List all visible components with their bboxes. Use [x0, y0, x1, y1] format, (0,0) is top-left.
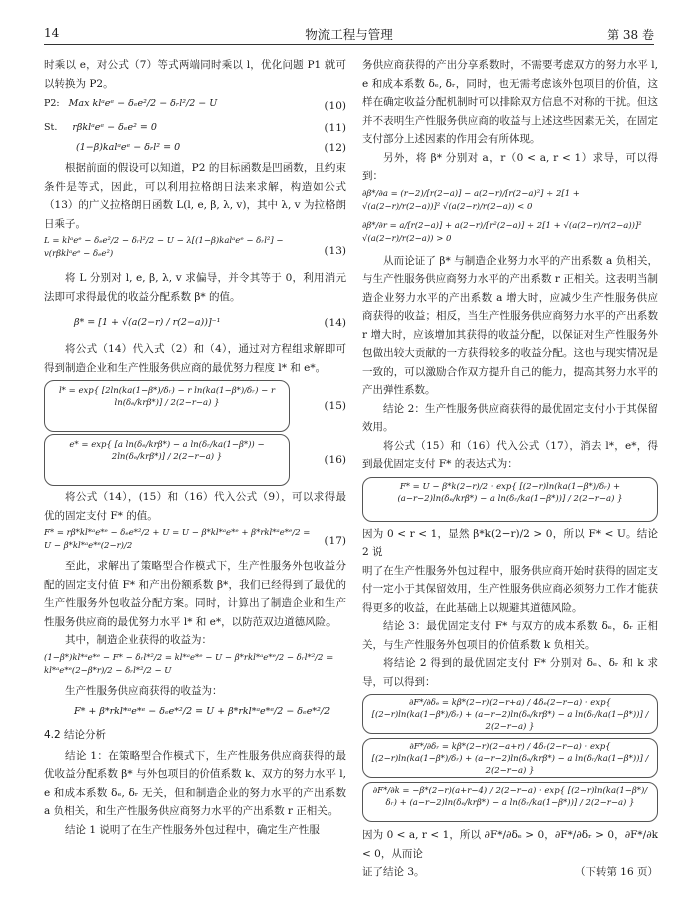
equation-13: L = klᵃeᵉ − δₑe²/2 − δᵣl²/2 − U − λ[(1−β)kalᵃeᵉ − δᵣl²] − v(rβklᵃeᵉ − δₑe²) (13)	[44, 236, 346, 259]
paragraph: 明了在生产性服务外包过程中，服务供应商开始时获得的固定支付一定小于其保留效用，生产性服务供应商必须努力工作才能获得更多的收益，在此基础上以规避其道德风险。	[362, 564, 658, 614]
equation-10: P2: Max klᵃeᵉ − δₑe²/2 − δᵣl²/2 − U (10)	[44, 98, 346, 112]
paragraph: 根据前面的假设可以知道，P2 的目标函数是凹函数，且约束条件是等式，因此，可以利用拉格朗日法来求解，构造如公式（13）的广义拉格朗日函数 L(l, e, β, λ, v)，其中 λ, v 为拉格朗日乘子。	[44, 162, 346, 230]
right-column	[362, 56, 658, 881]
paragraph: 结论 1 说明了在生产性服务外包过程中，确定生产性服	[65, 823, 320, 836]
equation-14: β* = [1 + √(a(2−r) / r(2−a))]⁻¹ (14)	[74, 316, 346, 329]
equation-12: (1−β)kalᵃeᵉ − δᵣl² = 0 (12)	[76, 141, 346, 154]
paragraph: 因为 0 < a, r < 1，所以 ∂F*/∂δₑ > 0，∂F*/∂δᵣ > 0，∂F*/∂k < 0，从而论	[362, 829, 658, 860]
equation-manufacturer-income: (1−β*)kl*ᵃe*ᵉ − F* − δᵣl*²/2 = kl*ᵃe*ᵉ − U − β*rkl*ᵃe*ᵉ/2 − δᵣl*²/2 = kl*ᵃe*ᵉ(2−β*r)/2 − δᵣl*²/2 − U	[44, 652, 334, 676]
equation-dF-ddelta-r: ∂F*/∂δᵣ = kβ*(2−r)(2−a+r) / 4δᵣ(2−r−a) · exp{ [(2−r)ln(ka(1−β*)/δᵣ) + (a−r−2)ln(δₑ/krβ*) − a ln(δᵣ/ka(1−β*))] / 2(2−r−a) }	[362, 738, 658, 780]
equation-dbeta-da: ∂β*/∂a = (r−2)/[r(2−a)] − a(2−r)/[r(2−a)²] ÷ 2[1 + √(a(2−r)/r(2−a))]² √(a(2−r)/r(2−a)) < 0	[362, 188, 580, 212]
paragraph: 另外，将 β* 分别对 a，r（0 < a, r < 1）求导，可以得到：	[362, 151, 658, 182]
paragraph: 将公式（14），(15）和（16）代入公式（9），可以求得最优的固定支付 F* 的值。	[44, 491, 346, 522]
equation-11: St. rβklᵃeᵉ − δₑe² = 0 (11)	[44, 121, 346, 134]
paragraph: 时乘以 e，对公式（7）等式两端同时乘以 l，优化问题 P1 就可以转换为 P2。	[44, 59, 346, 90]
journal-title: 物流工程与管理	[305, 27, 393, 42]
page-header	[44, 24, 654, 45]
paragraph: 证了结论 3。	[362, 866, 425, 878]
paragraph: 结论 3：最优固定支付 F* 与双方的成本系数 δₑ，δᵣ 正相关，与生产性服务外包项目的价值系数 k 负相关。	[362, 620, 658, 651]
equation-16: e* = exp{ [a ln(δₑ/krβ*) − a ln(δᵣ/ka(1−β*)) − 2ln(δₑ/krβ*)] / 2(2−r−a) } (16)	[44, 434, 346, 486]
paragraph: 结论 2：生产性服务供应商获得的最优固定支付小于其保留效用。	[362, 402, 658, 433]
final-line	[362, 863, 658, 881]
page-number: 14	[44, 26, 60, 40]
paragraph: 将 L 分别对 l, e, β, λ, v 求偏导，并令其等于 0，利用消元法即可求得最优的收益分配系数 β* 的值。	[44, 272, 346, 303]
equation-optimal-fixed-payment: F* = U − β*k(2−r)/2 · exp{ [(2−r)ln(ka(1−β*)/δᵣ) + (a−r−2)ln(δₑ/krβ*) − a ln(δᵣ/ka(1−β*))] / 2(2−r−a) }	[362, 477, 658, 523]
continued-note: （下转第 16 页）	[574, 866, 658, 878]
paragraph: 务供应商获得的产出分享系数时，不需要考虑双方的努力水平 l, e 和成本系数 δₑ, δᵣ，同时，也无需考虑该外包项目的价值，这样在确定收益分配机制时可以排除双方信息不对称的干扰。但这并不表明生产性服务供应商的收益与上述这些因素无关，在固定支付部分上述因素的作用会有所体现。	[362, 59, 658, 145]
paragraph: 将公式（15）和（16）代入公式（17），消去 l*，e*，得到最优固定支付 F* 的表达式为：	[362, 439, 658, 470]
equation-15: l* = exp{ [2ln(ka(1−β*)/δᵣ) − r ln(ka(1−β*)/δᵣ) − r ln(δₑ/krβ*)] / 2(2−r−a) } (15)	[44, 380, 346, 432]
paragraph: 将结论 2 得到的最优固定支付 F* 分别对 δₑ、δᵣ 和 k 求导，可以得到：	[362, 657, 658, 688]
equation-dF-ddelta-e: ∂F*/∂δₑ = kβ*(2−r)(2−r+a) / 4δₑ(2−r−a) · exp{ [(2−r)ln(ka(1−β*)/δᵣ) + (a−r−2)ln(δₑ/krβ*) − a ln(δᵣ/ka(1−β*))] / 2(2−r−a) }	[362, 694, 658, 736]
equation-dF-dk: ∂F*/∂k = −β*(2−r)(a+r−4) / 2(2−r−a) · exp{ [(2−r)ln(ka(1−β*)/δᵣ) + (a−r−2)ln(δₑ/krβ*) − a ln(δᵣ/ka(1−β*))] / 2(2−r−a) }	[362, 782, 658, 824]
paragraph: 其中，制造企业获得的收益为：	[65, 634, 212, 646]
equation-supplier-income: F* + β*rkl*ᵃe*ᵉ − δₑe*²/2 = U + β*rkl*ᵃe*ᵉ/2 − δₑe*²/2	[74, 706, 331, 717]
paragraph: 至此，求解出了策略型合作模式下，生产性服务外包收益分配的固定支付值 F* 和产出份额系数 β*，我们已经得到了最优的生产性服务外包收益分配方案。同时，计算出了制造企业和生产性服务供应商的最优努力水平 l* 和 e*，以防范双边道德风险。	[44, 560, 346, 628]
paragraph: 因为 0 < r < 1，显然 β*k(2−r)/2 > 0，所以 F* < U。结论 2 说	[362, 527, 658, 558]
volume-label: 第 38 卷	[607, 28, 654, 42]
paragraph: 生产性服务供应商获得的收益为：	[65, 684, 223, 697]
paragraph: 将公式（14）代入式（2）和（4），通过对方程组求解即可得到制造企业和生产性服务供应商的最优努力程度 l* 和 e*。	[44, 343, 346, 374]
section-heading: 4.2 结论分析	[44, 729, 107, 741]
equation-dbeta-dr: ∂β*/∂r = a/[r(2−a)] + a(2−r)/[r²(2−a)] ÷ 2[1 + √(a(2−r)/r(2−a))]² √(a(2−r)/r(2−a)) > 0	[362, 220, 642, 244]
paragraph: 从而论证了 β* 与制造企业努力水平的产出系数 a 负相关，与生产性服务供应商努力水平的产出系数 r 正相关。这表明当制造企业努力水平的产出系数 a 增大时，应减少生产性服务供应商获得的收益；相反，当生产性服务供应商努力水平的产出系数 r 增大时，应该增加其获得的收益分配，以保证对生产性服务外包做出较大贡献的一方获得较多的收益分配。这也与现实情况是一致的，可以激励合作双方提升自己的能力，提高其努力水平的产出弹性系数。	[362, 254, 658, 396]
left-column	[44, 56, 346, 839]
equation-17: F* = rβ*kl*ᵃe*ᵉ − δₑe*²/2 + U = U − β*kl*ᵃe*ᵉ + β*rkl*ᵃe*ᵉ/2 = U − β*kl*ᵃe*ᵉ(2−r)/2 (17)	[44, 528, 346, 551]
paragraph: 结论 1：在策略型合作模式下，生产性服务供应商获得的最优收益分配系数 β* 与外包项目的价值系数 k、双方的努力水平 l, e 和成本系数 δₑ, δᵣ 无关，但和制造企业的努力水平的产出系数 a 负相关，和生产性服务供应商努力水平的产出系数 r 正相关。	[44, 749, 346, 817]
